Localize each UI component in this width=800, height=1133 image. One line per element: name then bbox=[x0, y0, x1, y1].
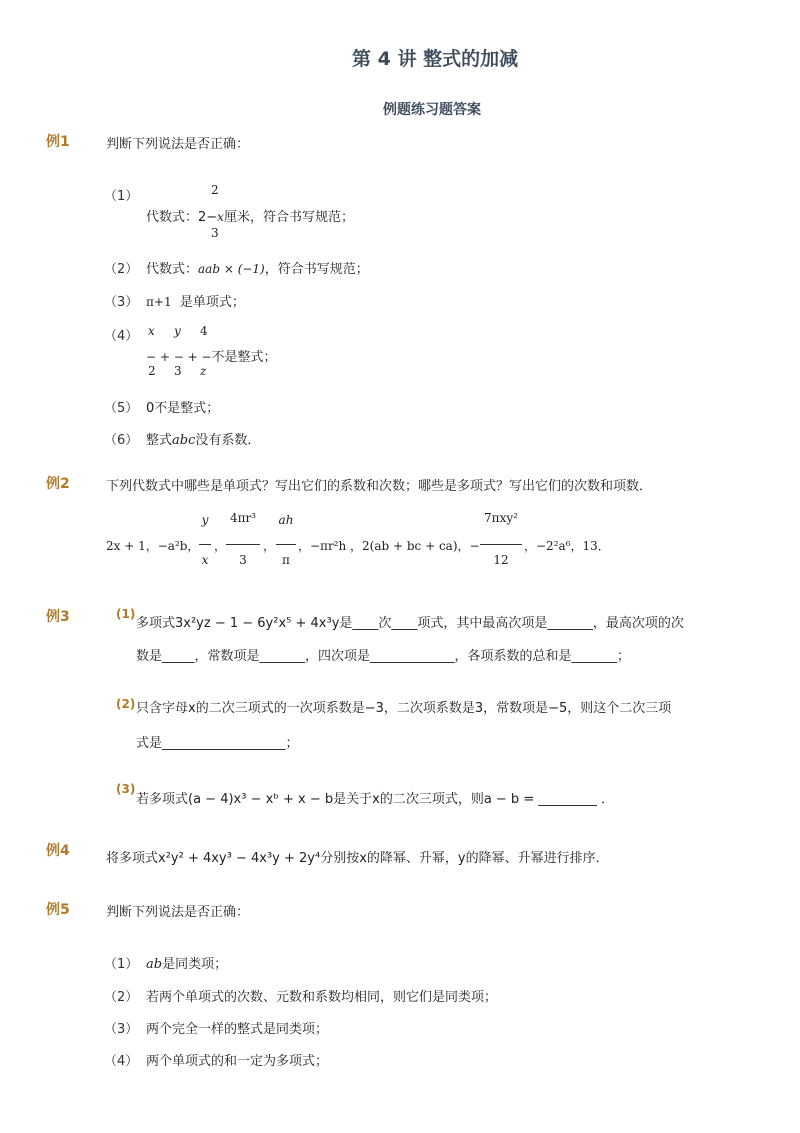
ex5-item-2-number: （2） bbox=[104, 990, 139, 1005]
example-5-label: 例5 bbox=[46, 902, 70, 918]
ex2-frac-1-bottom: x bbox=[201, 553, 209, 567]
ex2-frac-1-top: y bbox=[201, 513, 209, 527]
ex1-item-4-top-3: 4 bbox=[200, 324, 208, 338]
ex2-expr-b: ，−πr²h ，2(ab + bc + ca)，− bbox=[298, 539, 480, 553]
example-1-label: 例1 bbox=[46, 134, 70, 150]
ex5-item-1-post: 是同类项； bbox=[162, 957, 228, 972]
ex5-item-3-number: （3） bbox=[104, 1022, 139, 1037]
ex1-item-1-var: x bbox=[217, 210, 224, 224]
ex2-frac-3-top: ah bbox=[278, 513, 294, 527]
example-2-prompt: 下列代数式中哪些是单项式？写出它们的系数和次数；哪些是多项式？写出它们的次数和项数． bbox=[106, 479, 653, 494]
ex1-item-4-bottom-3: z bbox=[200, 364, 207, 378]
ex2-frac-4-bottom: 12 bbox=[493, 553, 509, 567]
ex1-item-4-top-2: y bbox=[174, 324, 181, 338]
ex3-part-1-line-2: 数是_____，常数项是_______，四次项是_____________，各项系数的总和是_______； bbox=[136, 649, 631, 664]
ex2-frac-4-bar bbox=[480, 544, 522, 545]
ex1-item-6-post: 没有系数． bbox=[195, 433, 261, 448]
ex1-item-6-pre: 整式 bbox=[146, 433, 173, 448]
ex5-item-1-text bbox=[146, 953, 227, 972]
page-title: 第 4 讲 整式的加减 bbox=[352, 48, 519, 70]
ex5-item-4-number: （4） bbox=[104, 1054, 139, 1069]
ex3-part-3-number: (3) bbox=[116, 782, 136, 796]
ex2-frac-1-bar bbox=[199, 544, 211, 545]
ex1-item-1-text bbox=[146, 206, 354, 225]
ex2-frac-2-top: 4πr³ bbox=[229, 511, 257, 525]
ex1-item-2-post: ，符合书写规范； bbox=[264, 262, 369, 277]
ex1-item-6-var: abc bbox=[172, 433, 196, 448]
ex3-part-2-number: (2) bbox=[116, 697, 136, 711]
ex5-item-3-text: 两个完全一样的整式是同类项； bbox=[146, 1022, 329, 1037]
example-5-prompt: 判断下列说法是否正确： bbox=[106, 905, 250, 920]
ex3-part-2-line-2: 式是___________________； bbox=[136, 736, 299, 751]
ex5-item-2-text: 若两个单项式的次数、元数和系数均相同，则它们是同类项； bbox=[146, 990, 498, 1005]
ex1-item-2-pre: 代数式： bbox=[146, 262, 199, 277]
ex2-frac-3-bar bbox=[276, 544, 296, 545]
ex1-item-3-math: π+1 bbox=[146, 295, 172, 309]
ex2-expr-c: ，−2²a⁶，13． bbox=[524, 539, 610, 553]
ex5-item-1-var: ab bbox=[146, 957, 163, 972]
ex3-part-1-number: (1) bbox=[116, 607, 136, 621]
ex1-item-5-number: （5） bbox=[104, 401, 139, 416]
ex1-item-1-number: （1） bbox=[104, 189, 139, 204]
example-1-prompt: 判断下列说法是否正确： bbox=[106, 137, 250, 152]
example-3-label: 例3 bbox=[46, 609, 70, 625]
ex1-item-4-ops: − + − + − bbox=[146, 350, 212, 364]
ex1-item-2-text bbox=[146, 258, 369, 277]
ex1-item-5-text: 0不是整式； bbox=[146, 401, 220, 416]
example-2-label: 例2 bbox=[46, 476, 70, 492]
example-4-label: 例4 bbox=[46, 843, 70, 859]
ex1-item-4-number: （4） bbox=[104, 329, 139, 344]
ex1-item-6-number: （6） bbox=[104, 433, 139, 448]
ex1-item-2-number: （2） bbox=[104, 262, 139, 277]
ex1-item-2-math: aab × (−1) bbox=[198, 262, 265, 276]
example-4-text: 将多项式x²y² + 4xy³ − 4x³y + 2y⁴分别按x的降幂、升幂，y的降幂、升幂进行排序． bbox=[106, 851, 609, 866]
ex3-part-1-line-1: 多项式3x²yz − 1 − 6y²x⁵ + 4x³y是____次____项式，其中最高次项是_______，最高次项的次 bbox=[136, 616, 684, 631]
ex3-part-2-line-1: 只含字母x的二次三项式的一次项系数是−3，二次项系数是3，常数项是−5，则这个二次三项 bbox=[136, 701, 672, 716]
ex5-item-4-text: 两个单项式的和一定为多项式； bbox=[146, 1054, 329, 1069]
ex2-frac-2-bottom: 3 bbox=[239, 553, 247, 567]
ex1-item-1-post: 厘米，符合书写规范； bbox=[223, 210, 354, 225]
ex1-item-4-bottom-1: 2 bbox=[148, 364, 156, 378]
ex1-item-4-bottom-2: 3 bbox=[174, 364, 182, 378]
ex2-frac-3-bottom: π bbox=[282, 553, 290, 567]
ex1-item-1-frac-bottom: 3 bbox=[211, 226, 219, 240]
ex1-item-4-top-1: x bbox=[148, 324, 155, 338]
ex1-item-3-text bbox=[146, 291, 245, 310]
page-subtitle: 例题练习题答案 bbox=[383, 102, 481, 118]
ex1-item-3-number: （3） bbox=[104, 295, 139, 310]
ex5-item-1-number: （1） bbox=[104, 957, 139, 972]
ex2-comma-1: ， bbox=[214, 539, 227, 553]
ex1-item-6-text bbox=[146, 429, 260, 448]
ex1-item-3-post: 是单项式； bbox=[179, 295, 245, 310]
ex2-comma-2: ， bbox=[263, 539, 276, 553]
ex1-item-1-pre: 代数式：2− bbox=[146, 210, 218, 225]
ex2-frac-2-bar bbox=[226, 544, 260, 545]
ex2-frac-4-top: 7πxy² bbox=[484, 511, 518, 525]
ex3-part-3-line-1: 若多项式(a − 4)x³ − xᵇ + x − b是关于x的二次三项式，则a − b = _________ ． bbox=[136, 792, 614, 807]
ex1-item-4-post: 不是整式； bbox=[211, 350, 277, 365]
ex1-item-1-frac-top: 2 bbox=[211, 183, 219, 197]
ex2-expr-a: 2x + 1，−a²b， bbox=[106, 539, 200, 553]
ex1-item-4-text bbox=[146, 346, 277, 365]
